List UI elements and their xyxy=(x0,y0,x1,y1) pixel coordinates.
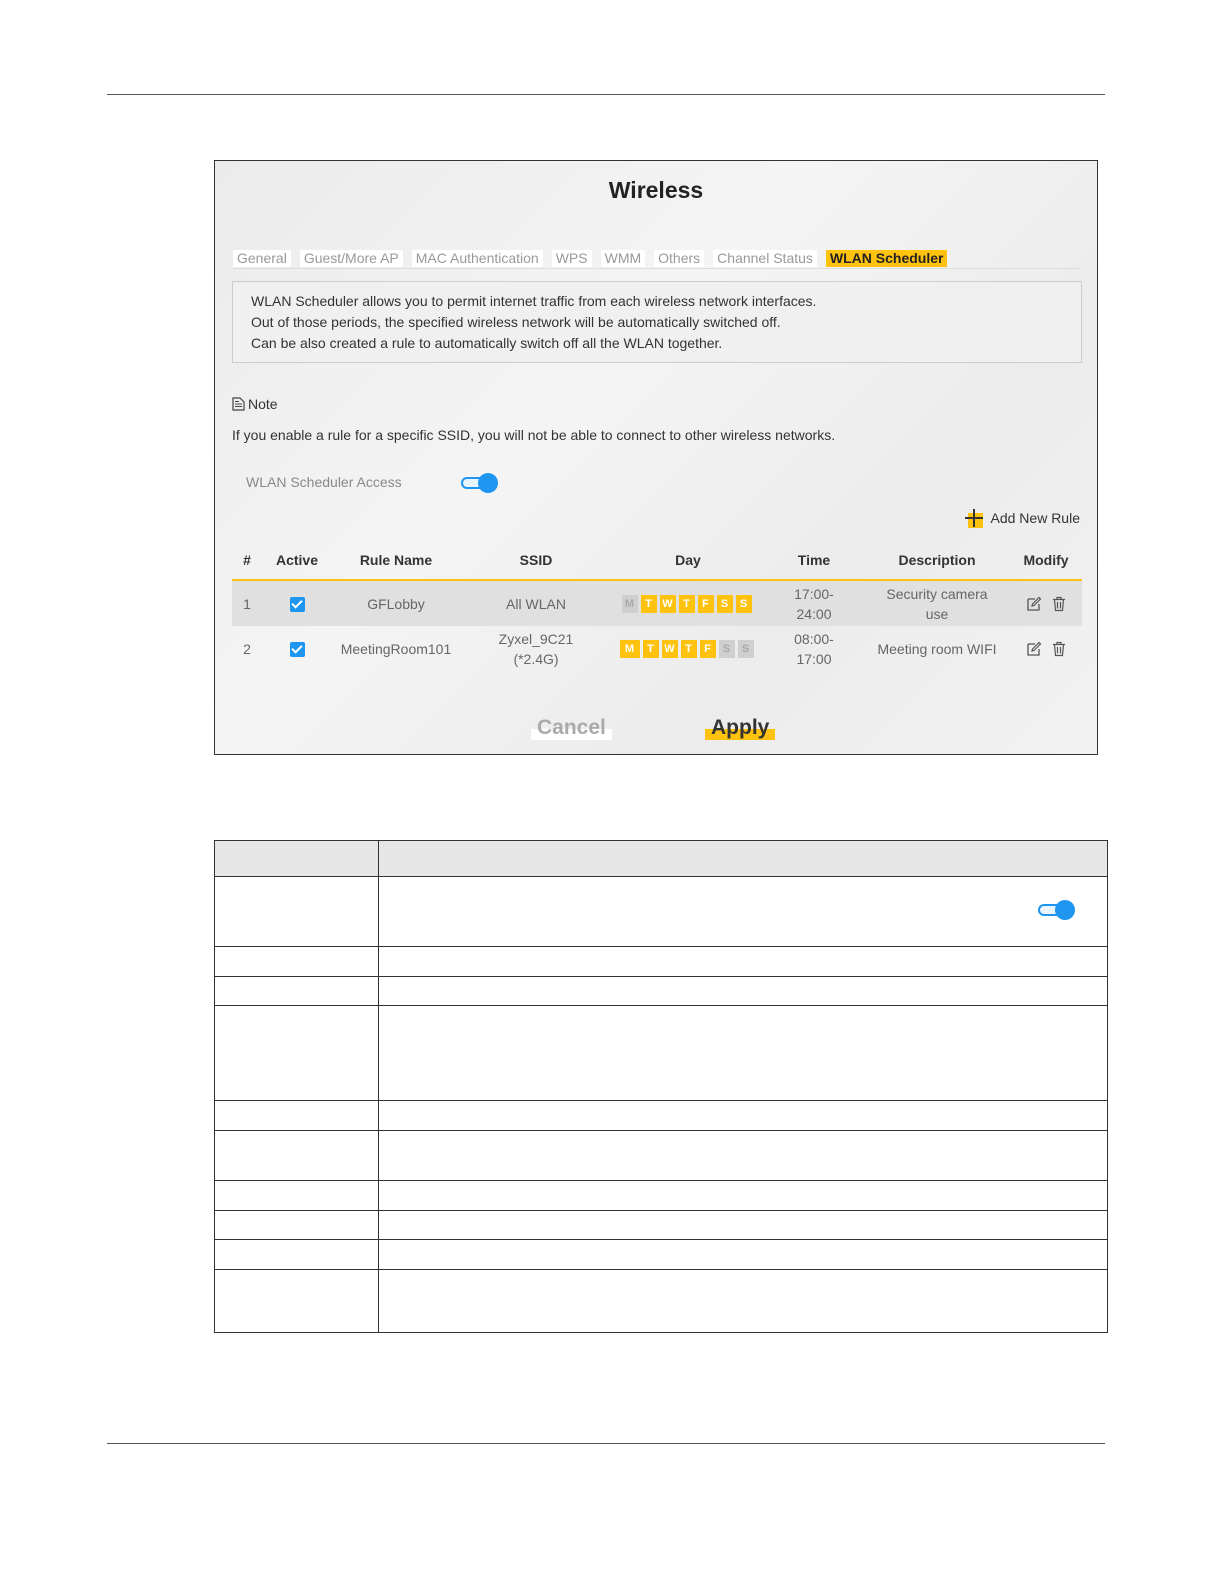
tab-guest-more-ap[interactable]: Guest/More AP xyxy=(300,250,403,267)
day-badge: M xyxy=(622,595,638,613)
document-icon xyxy=(232,397,245,411)
time-start: 08:00- xyxy=(794,630,834,647)
col-header-modify: Modify xyxy=(1023,552,1069,568)
table-row xyxy=(215,1131,1108,1181)
note-text: If you enable a rule for a specific SSID, you will not be able to connect to other wireless networks. xyxy=(232,427,836,443)
toggle-knob xyxy=(478,473,498,493)
intro-line: Can be also created a rule to automatically switch off all the WLAN together. xyxy=(251,335,723,351)
day-badge: T xyxy=(681,640,697,658)
table-row xyxy=(215,977,1108,1006)
field-description-table xyxy=(214,840,1108,1333)
wlan-scheduler-access-label: WLAN Scheduler Access xyxy=(246,474,402,490)
rule-name: MeetingRoom101 xyxy=(340,640,452,657)
day-selector xyxy=(612,595,764,613)
ssid-value: All WLAN xyxy=(506,595,566,612)
table-row xyxy=(215,947,1108,977)
tab-underline xyxy=(233,268,1081,269)
description-line: Meeting room WIFI xyxy=(877,640,997,657)
day-badge: T xyxy=(643,640,659,658)
table-row xyxy=(215,877,1108,947)
table-row xyxy=(215,841,1108,877)
day-badge: M xyxy=(620,640,640,658)
tab-bar xyxy=(233,249,956,267)
active-checkbox[interactable] xyxy=(290,597,305,612)
trash-icon[interactable] xyxy=(1052,596,1066,612)
add-new-rule-label: Add New Rule xyxy=(990,510,1080,526)
day-badge: W xyxy=(660,595,676,613)
description-line: Security camera xyxy=(886,585,988,602)
day-badge: T xyxy=(641,595,657,613)
table-row xyxy=(215,1240,1108,1270)
time-start: 17:00- xyxy=(794,585,834,602)
rules-table xyxy=(232,541,1082,671)
day-badge: W xyxy=(662,640,678,658)
day-badge: S xyxy=(736,595,752,613)
tab-wps[interactable]: WPS xyxy=(552,250,592,267)
day-badge: F xyxy=(700,640,716,658)
day-badge: T xyxy=(679,595,695,613)
day-badge: S xyxy=(717,595,733,613)
time-end: 24:00 xyxy=(796,605,832,622)
add-new-rule-button[interactable] xyxy=(965,509,1081,527)
tab-mac-authentication[interactable]: MAC Authentication xyxy=(412,250,543,267)
tab-channel-status[interactable]: Channel Status xyxy=(713,250,817,267)
col-header-day: Day xyxy=(675,552,701,568)
col-header-ssid: SSID xyxy=(519,552,553,568)
day-selector xyxy=(612,640,764,658)
toggle-switch-illustration xyxy=(1038,900,1074,918)
plus-icon xyxy=(965,509,983,527)
intro-line: Out of those periods, the specified wireless network will be automatically switched off. xyxy=(251,314,781,330)
rule-name: GFLobby xyxy=(367,595,425,612)
day-badge: F xyxy=(698,595,714,613)
table-row xyxy=(215,1270,1108,1333)
top-rule xyxy=(107,94,1105,95)
col-header-rule-name: Rule Name xyxy=(359,552,433,568)
note-heading xyxy=(232,396,278,412)
col-header-active: Active xyxy=(275,552,319,568)
edit-icon[interactable] xyxy=(1026,641,1042,657)
cancel-button[interactable]: Cancel xyxy=(531,716,612,740)
page-title: Wireless xyxy=(608,177,704,203)
tab-general[interactable]: General xyxy=(233,250,291,267)
rule-number: 2 xyxy=(243,640,251,657)
table-row xyxy=(215,1211,1108,1240)
tab-others[interactable]: Others xyxy=(654,250,704,267)
rules-table-header xyxy=(232,541,1082,581)
wireless-screenshot-panel xyxy=(214,160,1098,755)
apply-button[interactable]: Apply xyxy=(705,716,775,740)
table-row xyxy=(232,581,1082,626)
description-line: use xyxy=(925,605,949,622)
edit-icon[interactable] xyxy=(1026,596,1042,612)
day-badge: S xyxy=(719,640,735,658)
col-header-number: # xyxy=(243,552,251,568)
tab-wlan-scheduler[interactable]: WLAN Scheduler xyxy=(826,250,948,267)
trash-icon[interactable] xyxy=(1052,641,1066,657)
wlan-scheduler-access-toggle[interactable] xyxy=(461,473,497,491)
table-row xyxy=(215,1006,1108,1101)
time-end: 17:00 xyxy=(796,650,832,667)
tab-wmm[interactable]: WMM xyxy=(601,250,646,267)
ssid-value: Zyxel_9C21 xyxy=(498,630,574,647)
table-row xyxy=(232,626,1082,671)
rule-number: 1 xyxy=(243,595,251,612)
note-title: Note xyxy=(248,396,278,412)
toggle-knob xyxy=(1055,900,1075,920)
bottom-rule xyxy=(107,1443,1105,1444)
table-row xyxy=(215,1181,1108,1211)
day-badge: S xyxy=(738,640,754,658)
col-header-description: Description xyxy=(898,552,976,568)
col-header-time: Time xyxy=(797,552,831,568)
intro-box xyxy=(232,281,1082,363)
ssid-band: (*2.4G) xyxy=(513,650,559,667)
active-checkbox[interactable] xyxy=(290,642,305,657)
table-row xyxy=(215,1101,1108,1131)
intro-line: WLAN Scheduler allows you to permit internet traffic from each wireless network interfaces. xyxy=(251,293,817,309)
